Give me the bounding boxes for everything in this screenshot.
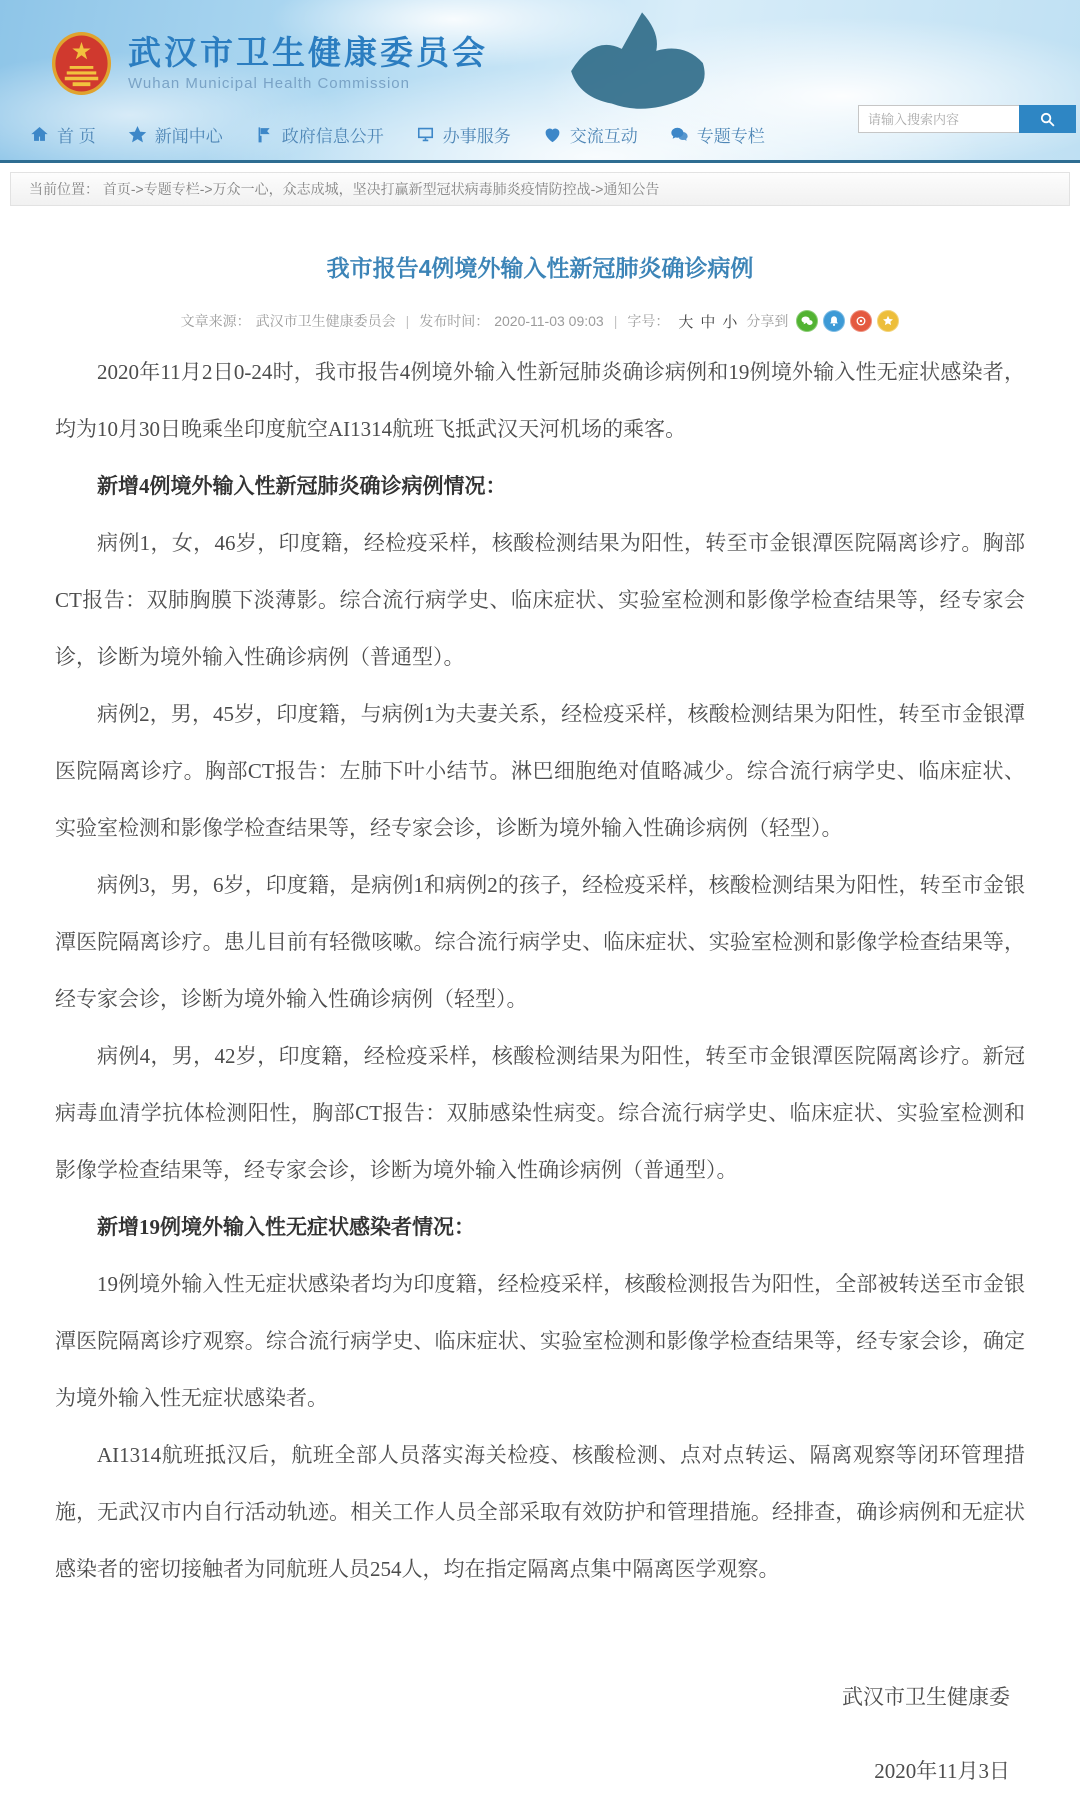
site-header <box>0 0 1080 163</box>
meta-source: 武汉市卫生健康委员会 <box>255 313 396 329</box>
brand-text <box>128 35 488 92</box>
nav-item-label: 专题专栏 <box>696 127 765 146</box>
article-paragraph: 2020年11月2日0-24时，我市报告4例境外输入性新冠肺炎确诊病例和19例境外输入性无症状感染者，均为10月30日晚乘坐印度航空AI1314航班飞抵武汉天河机场的乘客。 <box>55 360 1025 441</box>
meta-separator: | <box>405 313 410 329</box>
meta-fontsize-label: 字号： <box>627 313 670 329</box>
nav-item-topics[interactable] <box>670 122 765 147</box>
meta-time-label: 发布时间： <box>419 313 490 329</box>
meta-source-label: 文章来源： <box>180 313 251 329</box>
signature-date: 2020年11月3日 <box>874 1759 1010 1784</box>
article-paragraph: 病例1，女，46岁，印度籍，经检疫采样，核酸检测结果为阳性，转至市金银潭医院隔离诊疗。胸部CT报告：双肺胸膜下淡薄影。综合流行病学史、临床症状、实验室检测和影像学检查结果等，经专家会诊，诊断为境外输入性确诊病例（普通型）。 <box>55 531 1025 669</box>
national-emblem-icon <box>50 30 113 97</box>
site-subtitle: Wuhan Municipal Health Commission <box>128 75 410 93</box>
article-body <box>10 344 1070 1598</box>
search-button[interactable] <box>1019 105 1076 133</box>
article <box>10 250 1070 1817</box>
font-size-option-0[interactable]: 大 <box>678 313 694 331</box>
home-icon <box>30 125 49 144</box>
search-icon <box>1039 111 1056 128</box>
breadcrumb <box>10 172 1070 206</box>
nav-item-interaction[interactable] <box>543 122 638 147</box>
article-paragraph: 病例3，男，6岁，印度籍，是病例1和病例2的孩子，经检疫采样，核酸检测结果为阳性，转至市金银潭医院隔离诊疗。患儿目前有轻微咳嗽。综合流行病学史、临床症状、实验室检测和影像学检查结果等，经专家会诊，诊断为境外输入性确诊病例（轻型）。 <box>55 873 1025 1011</box>
heart-icon <box>543 125 562 144</box>
search-input[interactable] <box>858 105 1019 133</box>
share-icon-bell[interactable] <box>823 310 845 332</box>
share-icons <box>796 310 899 332</box>
article-paragraph: 病例4，男，42岁，印度籍，经检疫采样，核酸检测结果为阳性，转至市金银潭医院隔离诊疗。新冠病毒血清学抗体检测阳性，胸部CT报告：双肺感染性病变。综合流行病学史、临床症状、实验室检测和影像学检查结果等，经专家会诊，诊断为境外输入性确诊病例（普通型）。 <box>55 1044 1025 1182</box>
flag-icon <box>255 125 274 144</box>
nav-item-label: 交流互动 <box>569 127 638 146</box>
share-label: 分享到 <box>746 313 789 329</box>
search-bar <box>858 105 1076 133</box>
article-paragraph: 病例2，男，45岁，印度籍，与病例1为夫妻关系，经检疫采样，核酸检测结果为阳性，转至市金银潭医院隔离诊疗。胸部CT报告：左肺下叶小结节。淋巴细胞绝对值略减少。综合流行病学史、临床症状、实验室检测和影像学检查结果等，经专家会诊，诊断为境外输入性确诊病例（轻型）。 <box>55 702 1025 840</box>
star-icon <box>128 125 147 144</box>
article-title: 我市报告4例境外输入性新冠肺炎确诊病例 <box>326 255 754 281</box>
site-title: 武汉市卫生健康委员会 <box>128 33 488 71</box>
site-logo-link[interactable] <box>50 30 488 97</box>
main-nav <box>30 122 765 147</box>
nav-item-label: 办事服务 <box>442 127 511 146</box>
chat-icon <box>670 125 689 144</box>
article-paragraph: AI1314航班抵汉后，航班全部人员落实海关检疫、核酸检测、点对点转运、隔离观察等闭环管理措施，无武汉市内自行活动轨迹。相关工作人员全部采取有效防护和管理措施。经排查，确诊病例和无症状感染者的密切接触者为同航班人员254人，均在指定隔离点集中隔离医学观察。 <box>55 1443 1025 1581</box>
monitor-icon <box>416 125 435 144</box>
article-meta <box>10 310 1070 332</box>
article-paragraph: 新增19例境外输入性无症状感染者情况： <box>97 1215 475 1239</box>
meta-separator: | <box>613 313 618 329</box>
nav-item-label: 首 页 <box>57 127 96 146</box>
nav-item-news[interactable] <box>128 122 223 147</box>
share-icon-weibo[interactable] <box>850 310 872 332</box>
font-size-controls <box>678 311 737 332</box>
article-paragraph: 新增4例境外输入性新冠肺炎确诊病例情况： <box>97 474 507 498</box>
signature-org: 武汉市卫生健康委 <box>842 1685 1010 1709</box>
share-icon-star[interactable] <box>877 310 899 332</box>
share-icon-wechat[interactable] <box>796 310 818 332</box>
breadcrumb-label: 当前位置： <box>29 181 99 197</box>
banner-bird-decoration <box>563 4 715 118</box>
breadcrumb-path[interactable]: 首页->专题专栏->万众一心，众志成城，坚决打赢新型冠状病毒肺炎疫情防控战->通知公告 <box>102 181 660 197</box>
meta-publish-time: 2020-11-03 09:03 <box>494 313 604 329</box>
article-paragraph: 19例境外输入性无症状感染者均为印度籍，经检疫采样，核酸检测报告为阳性，全部被转送至市金银潭医院隔离诊疗观察。综合流行病学史、临床症状、实验室检测和影像学检查结果等，经专家会诊，确定为境外输入性无症状感染者。 <box>55 1272 1025 1410</box>
font-size-option-1[interactable]: 中 <box>700 313 716 331</box>
nav-item-label: 政府信息公开 <box>281 127 384 146</box>
nav-item-services[interactable] <box>416 122 511 147</box>
font-size-option-2[interactable]: 小 <box>722 313 738 331</box>
nav-item-gov-info[interactable] <box>255 122 384 147</box>
nav-item-label: 新闻中心 <box>154 127 223 146</box>
nav-item-home[interactable] <box>30 122 96 147</box>
